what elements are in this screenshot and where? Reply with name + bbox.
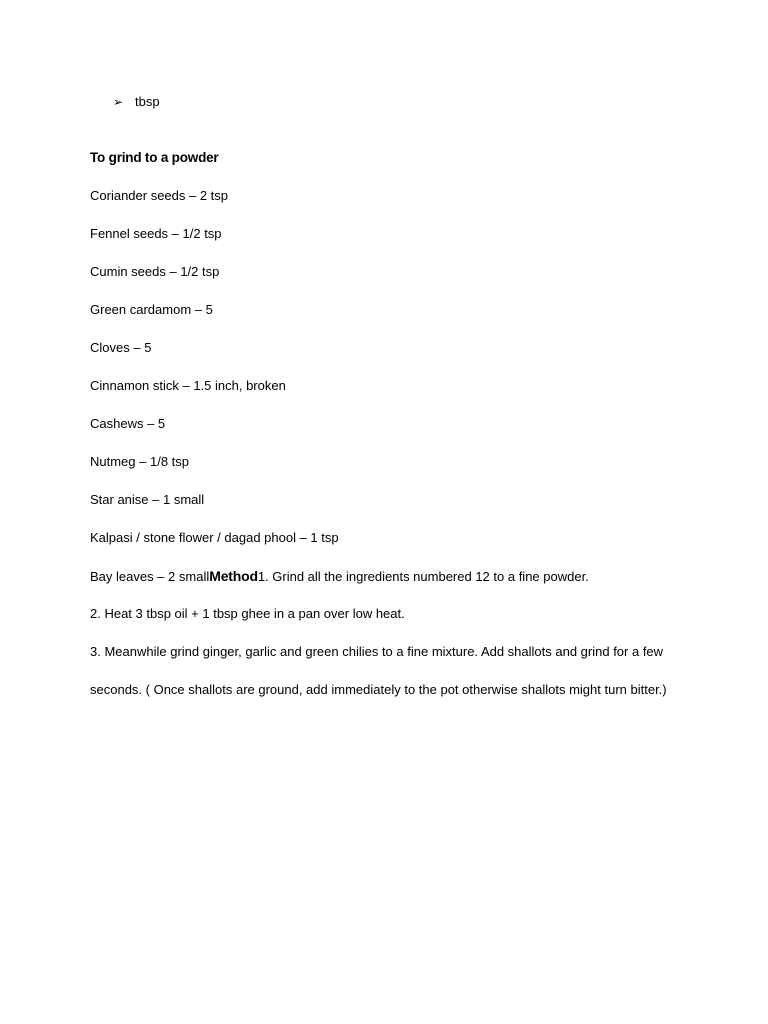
ingredient-line: Cashews – 5 [90,416,166,431]
ingredient-line: Fennel seeds – 1/2 tsp [90,226,222,241]
ingredient-line: Kalpasi / stone flower / dagad phool – 1 tsp [90,530,339,545]
ingredient-line: Cinnamon stick – 1.5 inch, broken [90,378,286,393]
ingredient-line: Nutmeg – 1/8 tsp [90,454,189,469]
ingredient-line: Star anise – 1 small [90,492,205,507]
method-step: 1. Grind all the ingredients numbered 12 to a fine powder. [257,569,589,584]
mixed-line [90,568,690,584]
method-heading: Method [209,568,258,584]
ingredient-line: Cloves – 5 [90,340,152,355]
document-body [90,150,690,697]
arrow-bullet-icon: ➢ [113,95,124,109]
method-step: 2. Heat 3 tbsp oil + 1 tbsp ghee in a pan over low heat. [90,606,405,621]
method-step: 3. Meanwhile grind ginger, garlic and green chilies to a fine mixture. Add shallots and grind for a few seconds. ( Once shallots are ground, add immediately to the pot otherwise shallots might turn bitter.) [90,644,667,697]
bullet-item [113,94,160,110]
section-heading: To grind to a powder [90,150,219,165]
ingredient-line: Green cardamom – 5 [90,302,213,317]
bullet-text: tbsp [135,94,160,109]
ingredient-line: Bay leaves – 2 small [90,569,210,584]
ingredient-line: Cumin seeds – 1/2 tsp [90,264,220,279]
ingredient-line: Coriander seeds – 2 tsp [90,188,229,203]
